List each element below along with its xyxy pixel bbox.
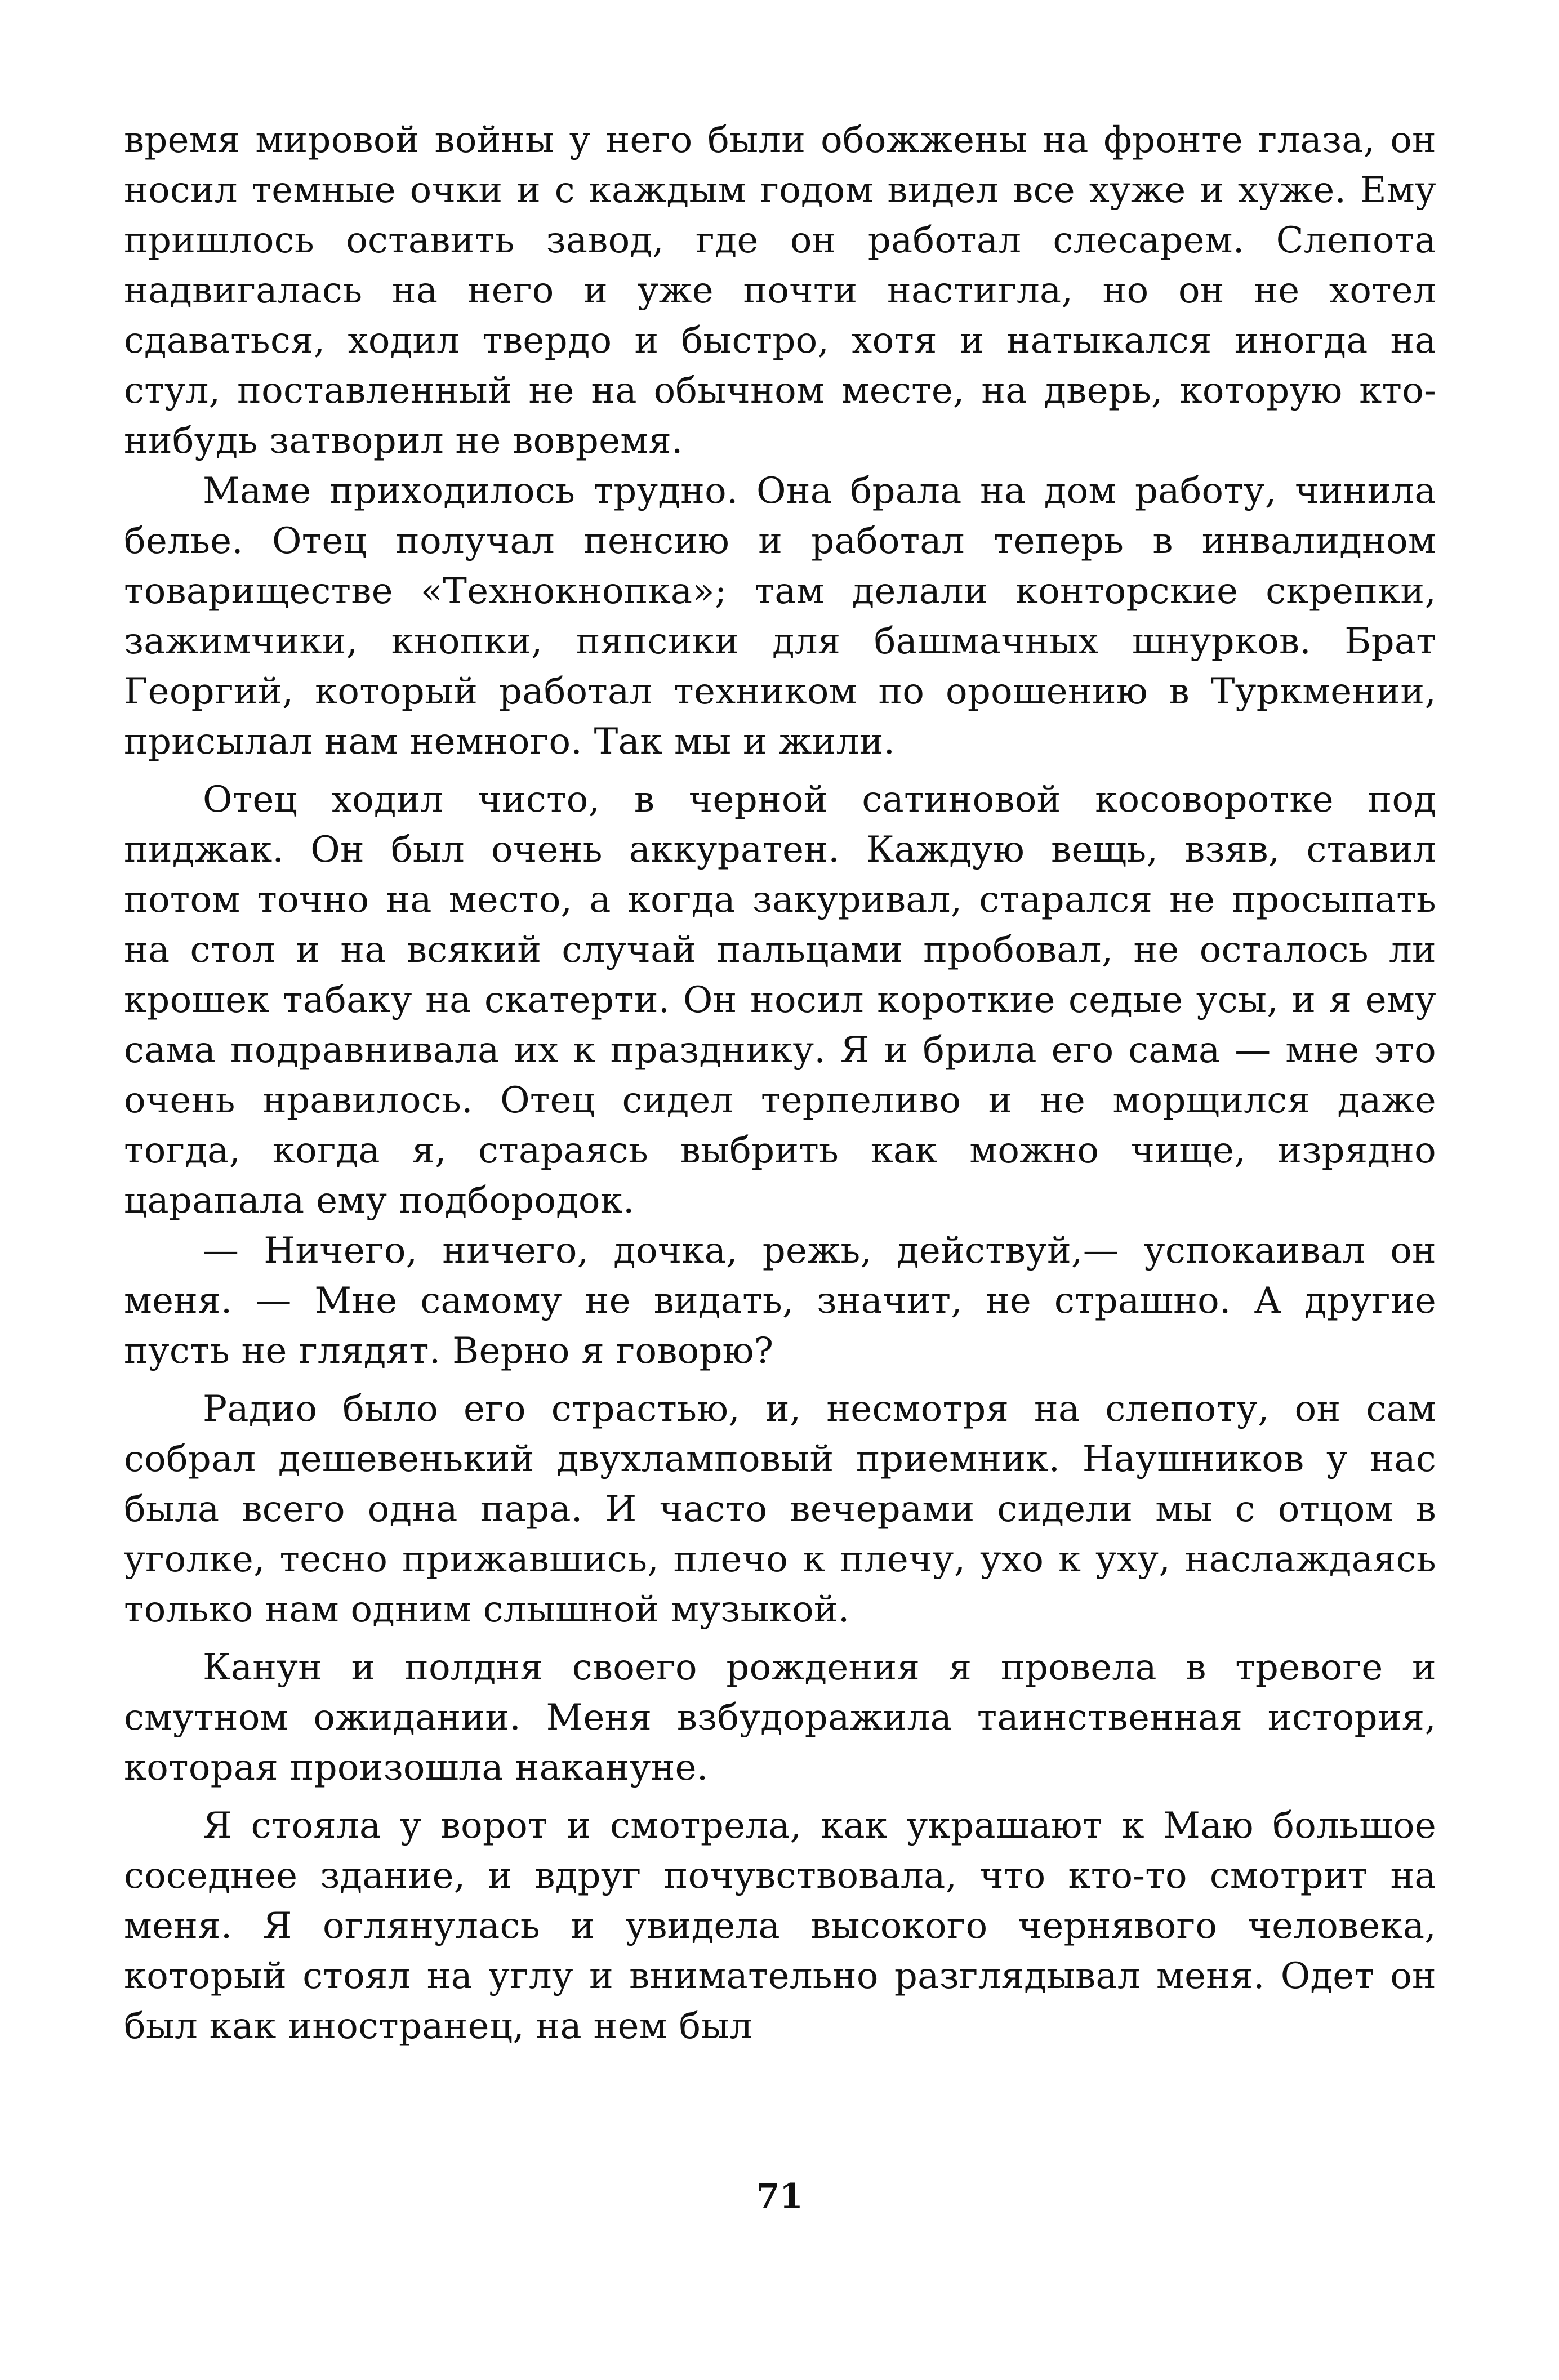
paragraph-3: Отец ходил чисто, в черной сатиновой косоворотке под пиджак. Он был очень аккуратен. Каждую вещь, взяв, ставил потом точно на место, а когда закуривал, старался не просыпать на стол и на всякий случай пальцами пробовал, не осталось ли крошек табаку на скатерти. Он носил короткие седые усы, и я ему сама подравнивала их к празднику. Я и брила его сама — мне это очень нравилось. Отец сидел терпеливо и не морщился даже тогда, когда я, стараясь выбрить как можно чище, изрядно царапала ему подбородок. bbox=[124, 779, 1436, 1222]
paragraph-7: Я стояла у ворот и смотрела, как украшают к Маю большое соседнее здание, и вдруг почувствовала, что кто-то смотрит на меня. Я оглянулась и увидела высокого чернявого человека, который стоял на углу и внимательно разглядывал меня. Одет он был как иностранец, на нем был bbox=[124, 1805, 1436, 2047]
paragraph-4-dialogue: — Ничего, ничего, дочка, режь, действуй,— успокаивал он меня. — Мне самому не видать, значит, не страшно. А другие пусть не глядят. Верно я говорю? bbox=[124, 1230, 1436, 1372]
paragraph-1: время мировой войны у него были обожжены на фронте глаза, он носил темные очки и с каждым годом видел все хуже и хуже. Ему пришлось оставить завод, где он работал слесарем. Слепота надвигалась на него и уже почти настигла, но он не хотел сдаваться, ходил твердо и быстро, хотя и натыкался иногда на стул, поставленный не на обычном месте, на дверь, которую кто-нибудь затворил не вовремя. bbox=[124, 119, 1436, 462]
paragraph-2: Маме приходилось трудно. Она брала на дом работу, чинила белье. Отец получал пенсию и работал теперь в инвалидном товариществе «Технокнопка»; там делали конторские скрепки, зажимчики, кнопки, пяпсики для башмачных шнурков. Брат Георгий, который работал техником по орошению в Туркмении, присылал нам немного. Так мы и жили. bbox=[124, 470, 1436, 763]
paragraph-5: Радио было его страстью, и, несмотря на слепоту, он сам собрал дешевенький двухламповый приемник. Наушников у нас была всего одна пара. И часто вечерами сидели мы с отцом в уголке, тесно прижавшись, плечо к плечу, ухо к уху, наслаждаясь только нам одним слышной музыкой. bbox=[124, 1388, 1436, 1630]
page-number: 71 bbox=[756, 2177, 803, 2216]
paragraph-6: Канун и полдня своего рождения я провела в тревоге и смутном ожидании. Меня взбудоражила таинственная история, которая произошла накануне. bbox=[124, 1647, 1436, 1789]
book-page-text bbox=[124, 115, 1436, 2052]
